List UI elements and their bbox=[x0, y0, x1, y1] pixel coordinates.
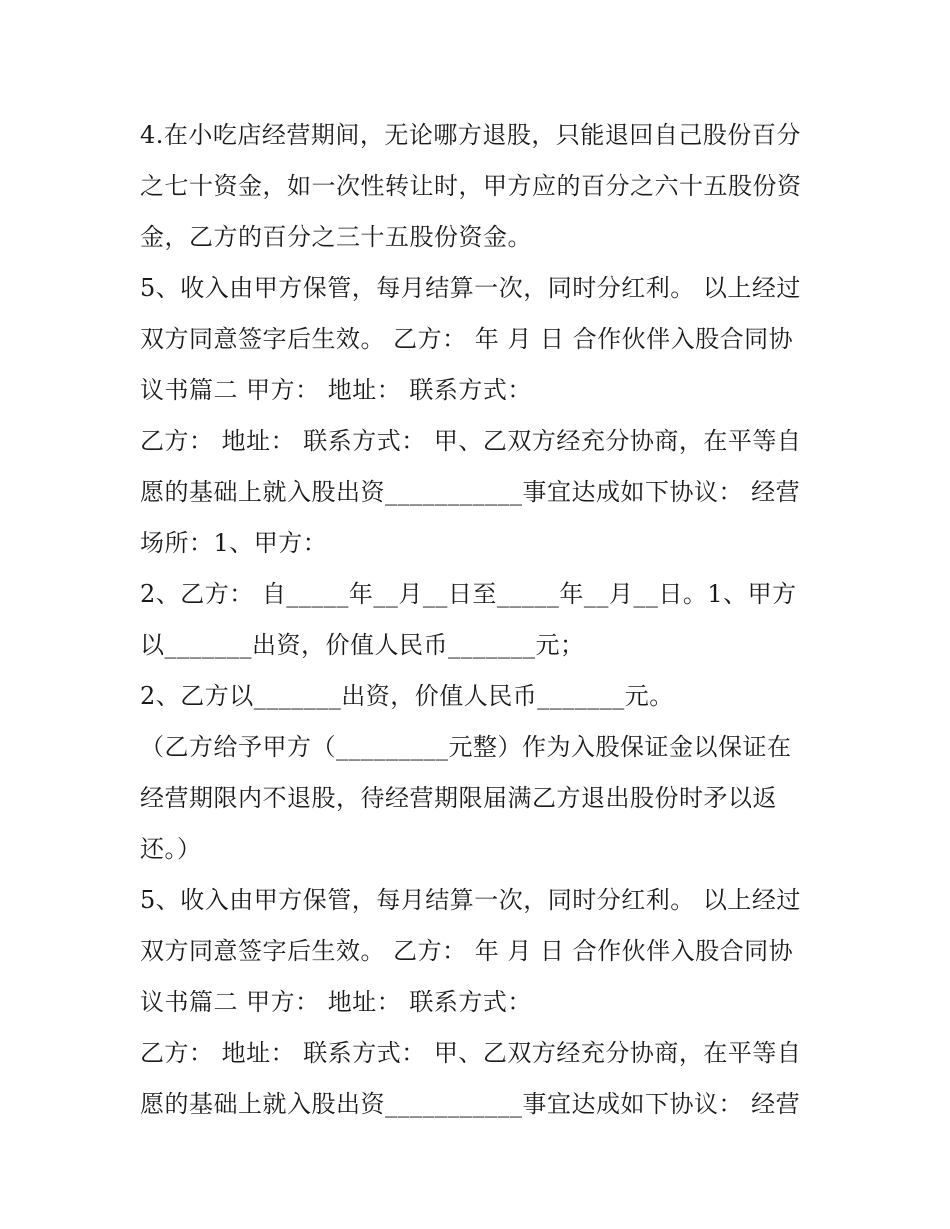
paragraph-term-and-capital-a: 2、乙方： 自_____年__月__日至_____年__月__日。1、甲方以_______出资，价值人民币_______元； bbox=[140, 580, 797, 659]
paragraph-income-custody-repeat: 5、收入由甲方保管，每月结算一次，同时分红利。 以上经过双方同意签字后生效。 乙方： 年 月 日 合作伙伴入股合同协议书篇二 甲方： 地址： 联系方式： bbox=[140, 886, 801, 1016]
paragraph-deposit: （乙方给予甲方（_________元整）作为入股保证金以保证在经营期限内不退股，待经营期限届满乙方退出股份时矛以返还。） bbox=[140, 733, 792, 863]
document-body bbox=[140, 110, 815, 1130]
paragraph-parties-agreement-repeat: 乙方： 地址： 联系方式： 甲、乙双方经充分协商，在平等自愿的基础上就入股出资___________事宜达成如下协议： 经营 bbox=[140, 1039, 802, 1118]
paragraph-capital-b: 2、乙方以_______出资，价值人民币_______元。 bbox=[140, 682, 674, 710]
paragraph-withdrawal-terms: 4.在小吃店经营期间，无论哪方退股，只能退回自己股份百分之七十资金，如一次性转让时，甲方应的百分之六十五股份资金，乙方的百分之三十五股份资金。 bbox=[140, 121, 802, 251]
paragraph-income-custody: 5、收入由甲方保管，每月结算一次，同时分红利。 以上经过双方同意签字后生效。 乙方： 年 月 日 合作伙伴入股合同协议书篇二 甲方： 地址： 联系方式： bbox=[140, 274, 801, 404]
paragraph-parties-agreement: 乙方： 地址： 联系方式： 甲、乙双方经充分协商，在平等自愿的基础上就入股出资___________事宜达成如下协议： 经营场所：1、甲方： bbox=[140, 427, 802, 557]
